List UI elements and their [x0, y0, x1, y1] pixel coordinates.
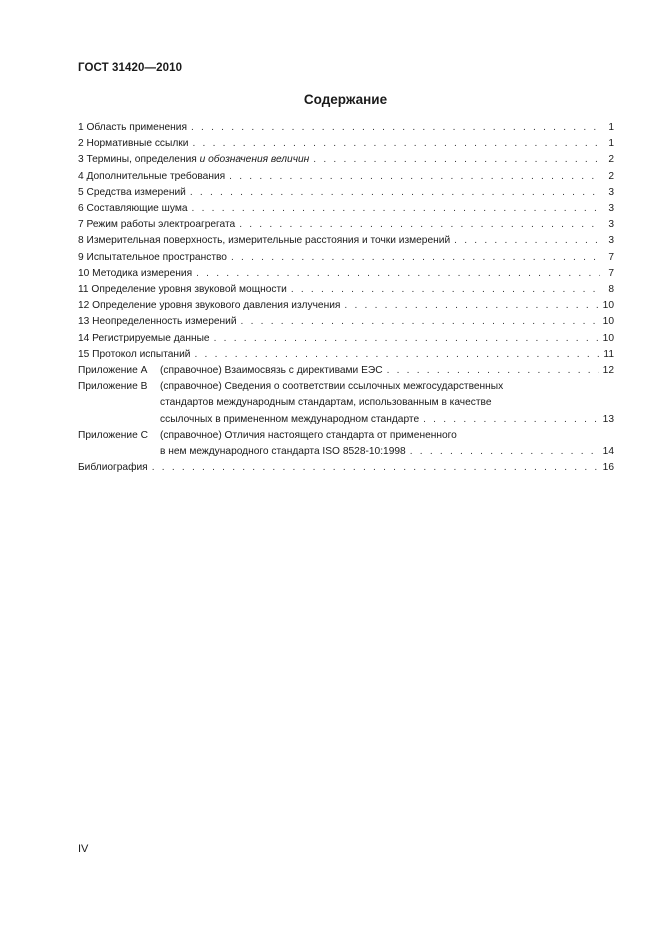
toc-entry-page: 10: [602, 300, 614, 312]
toc-entry-6[interactable]: [78, 201, 614, 217]
dot-leader: [344, 298, 598, 314]
toc-entry-page: 8: [608, 284, 614, 296]
appendix-prefix: Приложение С: [78, 429, 148, 441]
toc-entry-4[interactable]: [78, 169, 614, 185]
toc-entry-label: 5 Средства измерений: [78, 186, 186, 198]
toc-appendix-b[interactable]: [78, 379, 614, 428]
dot-leader: [192, 201, 600, 217]
toc-entry-label-regular: 3 Термины, определения: [78, 154, 200, 166]
dot-leader: [241, 314, 599, 330]
toc-entry-2[interactable]: [78, 136, 614, 152]
toc-entry-page: 2: [608, 170, 614, 182]
dot-leader: [192, 136, 600, 152]
toc-entry-page: 1: [608, 122, 614, 133]
toc-entry-13[interactable]: [78, 314, 614, 330]
toc-entry-label: 13 Неопределенность измерений: [78, 316, 237, 328]
appendix-title-line: в нем международного стандарта ISO 8528-10:1998: [160, 446, 406, 458]
toc-appendix-a[interactable]: [78, 363, 614, 379]
toc-entry-8[interactable]: [78, 233, 614, 249]
toc-entry-page: 3: [608, 235, 614, 247]
dot-leader: [194, 347, 599, 363]
document-code: ГОСТ 31420—2010: [78, 62, 183, 74]
toc-entry-page: 7: [608, 267, 614, 279]
toc-entry-label: 11 Определение уровня звуковой мощности: [78, 284, 287, 296]
toc-entry-label: 2 Нормативные ссылки: [78, 138, 189, 150]
dot-leader: [313, 152, 600, 168]
toc-entry-page: 3: [608, 186, 614, 198]
toc-entry-page: 7: [608, 251, 614, 263]
toc-entry-15[interactable]: [78, 347, 614, 363]
toc-entry-label: 12 Определение уровня звукового давления излучения: [78, 300, 341, 312]
dot-leader: [410, 444, 599, 460]
toc-entry-label: 8 Измерительная поверхность, измерительные расстояния и точки измерений: [78, 235, 451, 247]
dot-leader: [152, 460, 599, 476]
toc-entry-label-italic: и обозначения величин: [199, 154, 310, 166]
toc-entry-page: 3: [608, 203, 614, 215]
toc-entry-14[interactable]: [78, 331, 614, 347]
toc-entry-label: 1 Область применения: [78, 122, 187, 133]
dot-leader: [191, 120, 600, 136]
toc-entry-label: 7 Режим работы электроагрегата: [78, 219, 236, 231]
dot-leader: [229, 169, 600, 185]
dot-leader: [291, 282, 600, 298]
toc-entry-label: 4 Дополнительные требования: [78, 170, 226, 182]
appendix-title-line: стандартов международным стандартам, использованным в качестве: [160, 397, 492, 409]
toc-entry-9[interactable]: [78, 250, 614, 266]
appendix-title-line: (справочное) Взаимосвязь с директивами ЕЭС: [160, 365, 383, 377]
toc-entry-5[interactable]: [78, 185, 614, 201]
toc-entry-page: 10: [602, 332, 614, 344]
dot-leader: [454, 233, 600, 249]
toc-entry-label: 15 Протокол испытаний: [78, 348, 191, 360]
toc-entry-page: 14: [602, 446, 614, 458]
appendix-title-line: (справочное) Отличия настоящего стандарта от примененного: [160, 429, 457, 441]
toc-entry-11[interactable]: [78, 282, 614, 298]
toc-entry-7[interactable]: [78, 217, 614, 233]
toc-appendix-c[interactable]: [78, 428, 614, 460]
dot-leader: [190, 185, 600, 201]
appendix-prefix: Приложение В: [78, 381, 148, 393]
dot-leader: [423, 412, 599, 428]
toc-entry-page: 1: [608, 138, 614, 150]
toc-entry-bibliography[interactable]: [78, 460, 614, 476]
toc-entry-page: 12: [602, 365, 614, 377]
toc-entry-label: [78, 152, 309, 168]
dot-leader: [196, 266, 600, 282]
table-of-contents: [78, 120, 614, 476]
dot-leader: [387, 363, 599, 379]
page-number: IV: [78, 843, 89, 855]
appendix-title-line: ссылочных в примененном международном стандарте: [160, 413, 420, 425]
appendix-title-line: (справочное) Сведения о соответствии ссылочных межгосударственных: [160, 381, 504, 393]
toc-entry-label: 14 Регистрируемые данные: [78, 332, 210, 344]
toc-entry-label: 10 Методика измерения: [78, 267, 193, 279]
appendix-prefix: Приложение А: [78, 365, 148, 377]
toc-entry-1[interactable]: [78, 120, 614, 136]
toc-entry-3[interactable]: [78, 152, 614, 168]
toc-entry-page: 3: [608, 219, 614, 231]
toc-entry-page: 2: [608, 154, 614, 166]
toc-entry-page: 13: [602, 413, 614, 425]
dot-leader: [239, 217, 600, 233]
toc-entry-page: 16: [602, 462, 614, 474]
toc-entry-label: 9 Испытательное пространство: [78, 251, 227, 263]
toc-entry-page: 10: [602, 316, 614, 328]
toc-entry-label: Библиография: [78, 462, 148, 474]
dot-leader: [214, 331, 599, 347]
dot-leader: [231, 250, 600, 266]
toc-entry-page: 11: [603, 348, 614, 360]
page-title: Содержание: [303, 92, 388, 107]
toc-entry-12[interactable]: [78, 298, 614, 314]
toc-entry-10[interactable]: [78, 266, 614, 282]
toc-entry-label: 6 Составляющие шума: [78, 203, 188, 215]
